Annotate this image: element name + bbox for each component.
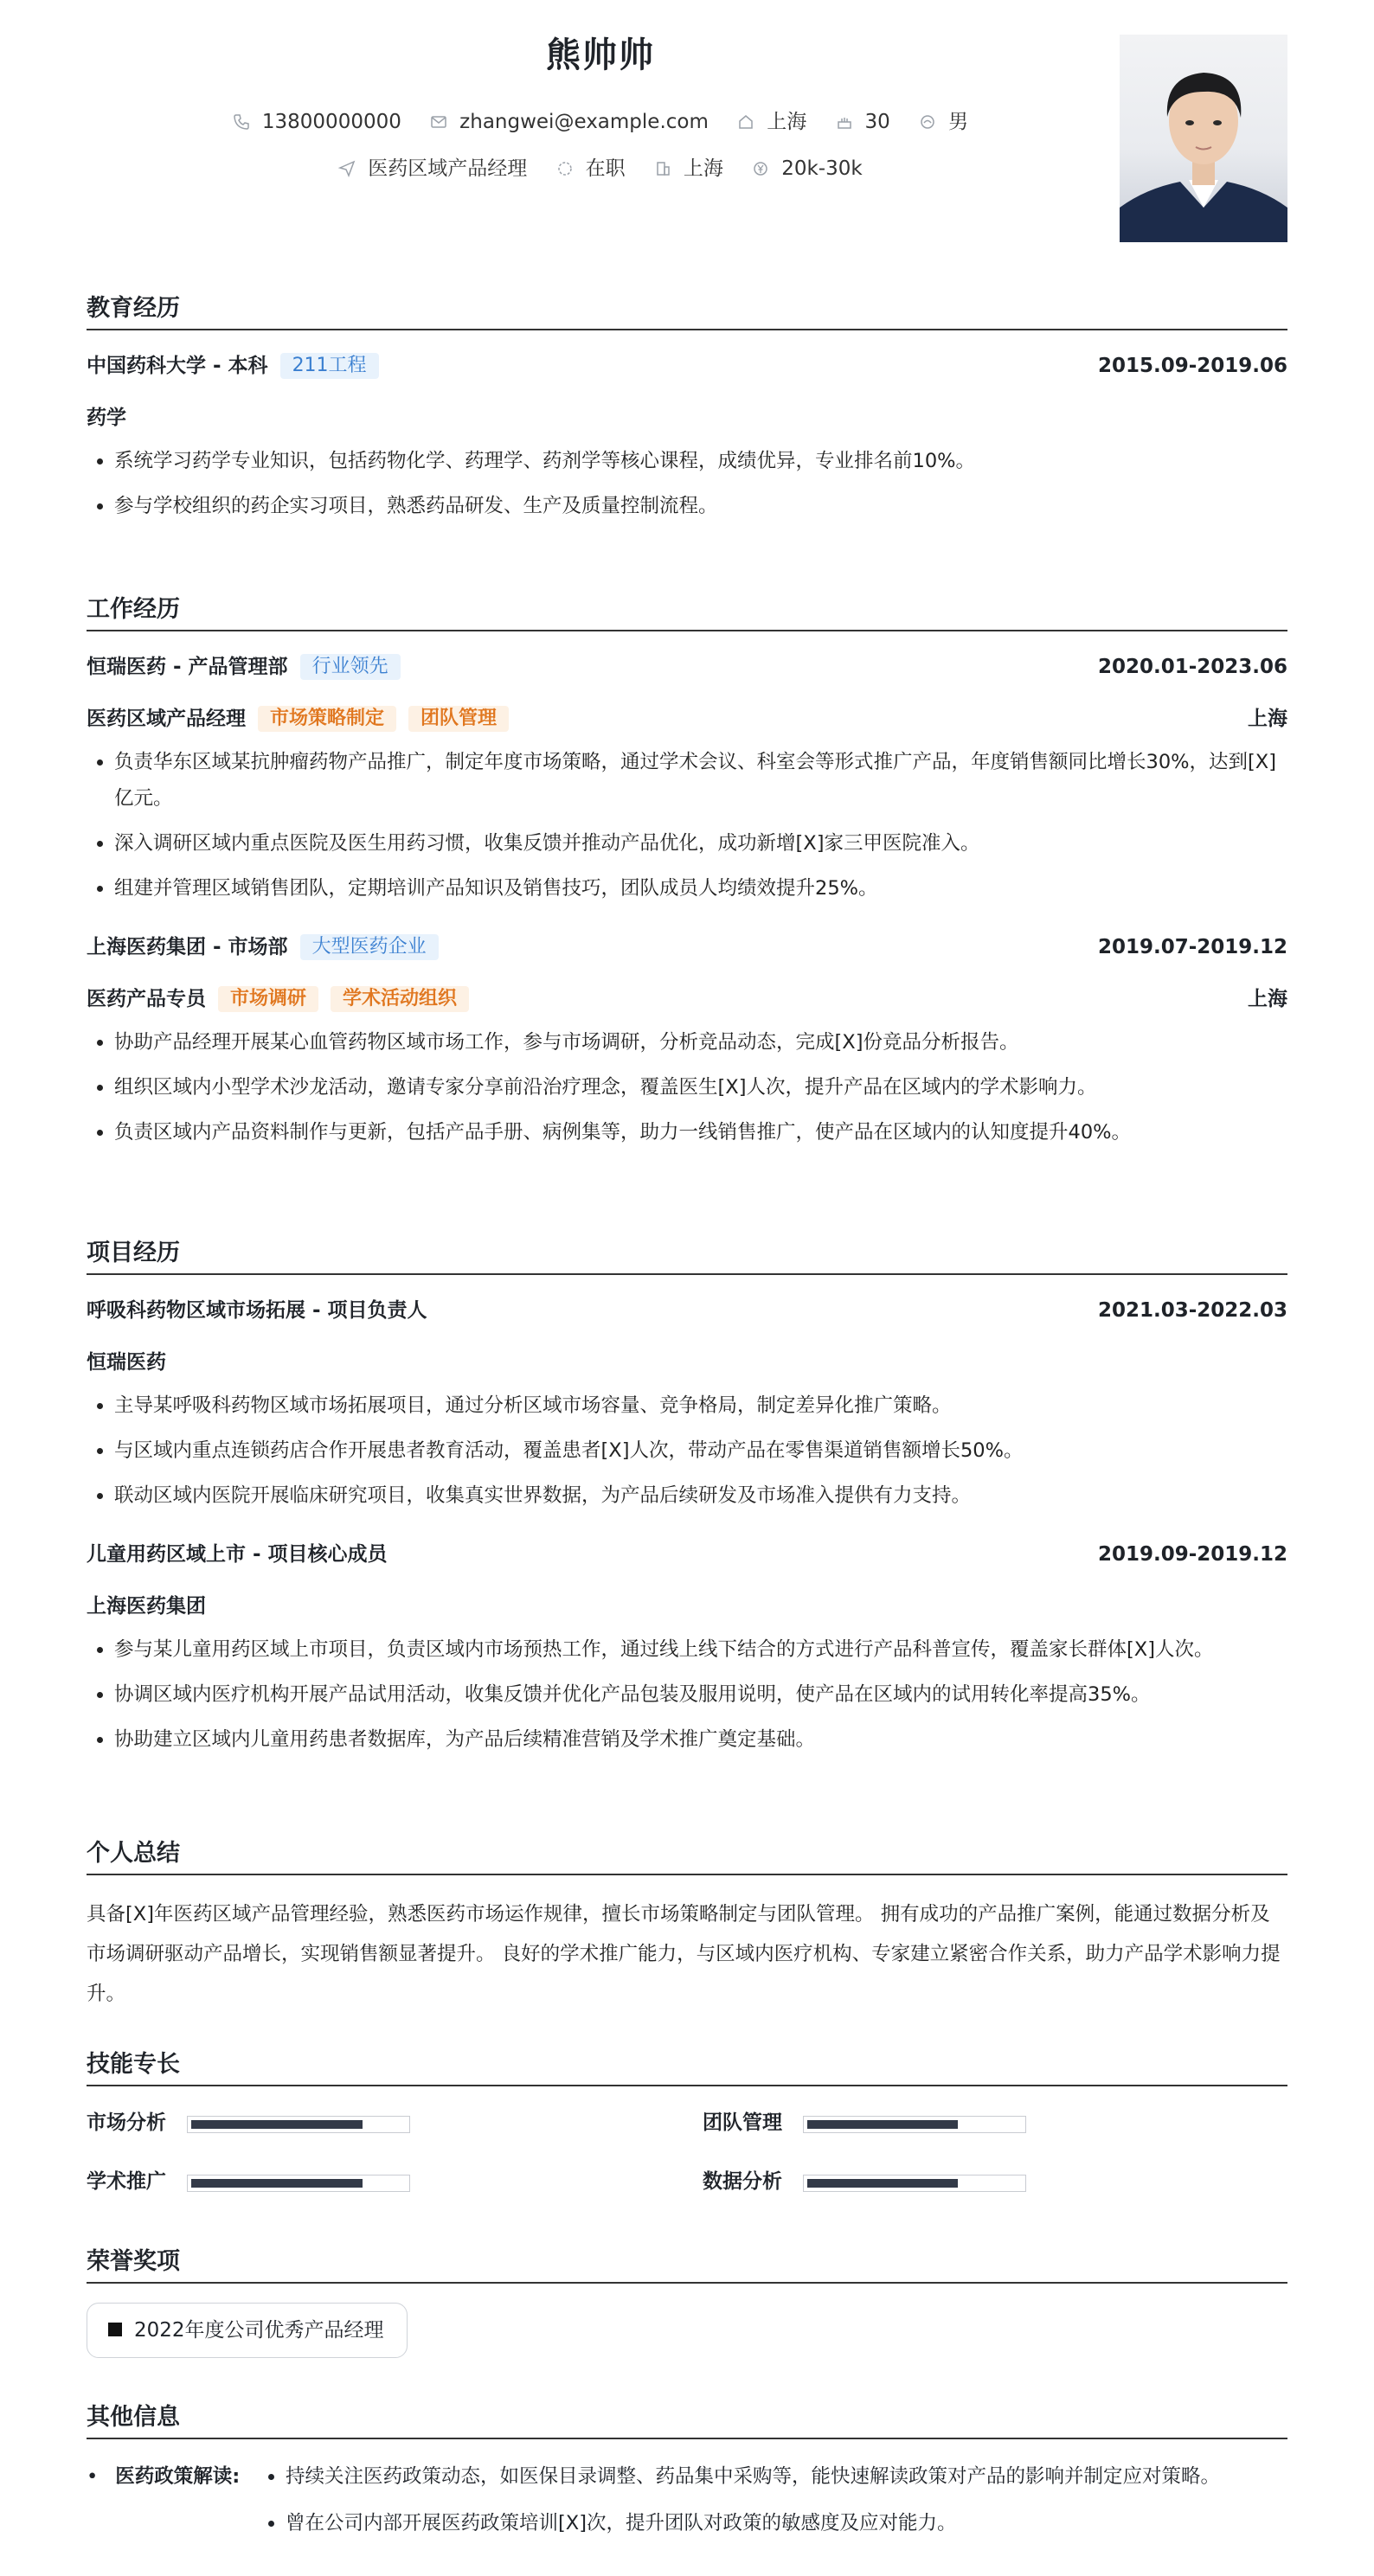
education-title: 教育经历 (87, 294, 1287, 330)
cake-icon (836, 113, 853, 131)
project-period: 2019.09-2019.12 (1097, 1543, 1287, 1566)
work-bullets (87, 744, 1287, 907)
school-tag: 211工程 (280, 353, 379, 379)
age-text: 30 (864, 111, 890, 133)
company-tag: 大型医药企业 (300, 934, 439, 960)
skill-name: 团队管理 (703, 2111, 782, 2134)
project-bullets (87, 1631, 1287, 1758)
work-city: 上海 (1248, 988, 1287, 1010)
status-icon (556, 160, 574, 177)
phone-icon (233, 113, 250, 131)
skill-name: 学术推广 (87, 2170, 166, 2193)
awards-title: 荣誉奖项 (87, 2247, 1287, 2284)
job-intent-row (87, 152, 1114, 181)
project-org: 上海医药集团 (87, 1595, 206, 1618)
status-item (556, 152, 626, 181)
work-period: 2019.07-2019.12 (1097, 936, 1287, 958)
skill-bar (187, 2175, 410, 2192)
list-item: • 负责华东区域某抗肿瘤药物产品推广，制定年度市场策略，通过学术会议、科室会等形式推广产品，年度销售额同比增长30%，达到[X]亿元。 (114, 744, 1287, 817)
school-name: 中国药科大学 - 本科 (87, 355, 268, 377)
contact-row (87, 106, 1114, 134)
major-name: 药学 (87, 407, 126, 429)
target-position-item (338, 152, 527, 181)
target-city-item (654, 152, 723, 181)
location-text: 上海 (767, 111, 807, 133)
skill-item (87, 2105, 166, 2140)
candidate-name: 熊帅帅 (546, 35, 655, 75)
list-item: • 主导某呼吸科药物区域市场拓展项目，通过分析区域市场容量、竞争格局，制定差异化推广策略。 (114, 1387, 1287, 1424)
building-icon (654, 160, 671, 177)
summary-text: 具备[X]年医药区域产品管理经验，熟悉医药市场运作规律，擅长市场策略制定与团队管理。 拥有成功的产品推广案例，能通过数据分析及市场调研驱动产品增长，实现销售额显著提升。 良好的学术推广能力，与区域内医疗机构、专家建立紧密合作关系，助力产品学术影响力提升。 (87, 1903, 1281, 2005)
skill-bar (187, 2116, 410, 2133)
other-section (87, 2403, 1287, 2552)
project-name: 儿童用药区域上市 - 项目核心成员 (87, 1543, 388, 1566)
work-company-row (87, 931, 1287, 964)
summary-title: 个人总结 (87, 1839, 1287, 1875)
list-item: • 与区域内重点连锁药店合作开展患者教育活动，覆盖患者[X]人次，带动产品在零售渠道销售额增长50%。 (114, 1432, 1287, 1469)
award-item (87, 2303, 408, 2358)
award-text: 2022年度公司优秀产品经理 (134, 2319, 384, 2342)
list-item: • 系统学习药学专业知识，包括药物化学、药理学、药剂学等核心课程，成绩优异，专业排名前10%。 (114, 443, 1287, 479)
target-city-text: 上海 (683, 157, 723, 180)
skill-bar-fill (807, 2120, 958, 2129)
list-item: • 深入调研区域内重点医院及医生用药习惯，收集反馈并推动产品优化，成功新增[X]家三甲医院准入。 (114, 825, 1287, 862)
list-item: • 持续关注医药政策动态，如医保目录调整、药品集中采购等，能快速解读政策对产品的影响并制定应对策略。 (286, 2458, 1287, 2495)
skill-bar-fill (191, 2179, 363, 2188)
list-item: • 组织区域内小型学术沙龙活动，邀请专家分享前沿治疗理念，覆盖医生[X]人次，提升产品在区域内的学术影响力。 (114, 1069, 1287, 1105)
phone-item (233, 111, 401, 133)
work-section (87, 595, 1287, 1159)
project-period: 2021.03-2022.03 (1097, 1299, 1287, 1322)
target-position-text: 医药区域产品经理 (368, 157, 528, 180)
company-tag: 行业领先 (300, 654, 401, 680)
status-text: 在职 (585, 157, 626, 180)
list-item: • 协助产品经理开展某心血管药物区域市场工作，参与市场调研，分析竞品动态，完成[X]份竞品分析报告。 (114, 1024, 1287, 1061)
skill-bar (803, 2116, 1026, 2133)
education-section (87, 294, 1287, 533)
projects-title: 项目经历 (87, 1239, 1287, 1275)
skills-grid (87, 2105, 1287, 2235)
project-entry (87, 1538, 1287, 1758)
list-item: • 参与学校组织的药企实习项目，熟悉药品研发、生产及质量控制流程。 (114, 488, 1287, 524)
work-bullets (87, 1024, 1287, 1150)
list-item: • 协助建立区域内儿童用药患者数据库，为产品后续精准营销及学术推广奠定基础。 (114, 1721, 1287, 1758)
list-item: • 联动区域内医院开展临床研究项目，收集真实世界数据，为产品后续研发及市场准入提供有力支持。 (114, 1477, 1287, 1514)
location-item (737, 106, 806, 134)
skill-tag: 团队管理 (408, 706, 509, 732)
skill-item (87, 2164, 166, 2199)
profile-photo (1120, 35, 1287, 242)
project-name-row (87, 1294, 1287, 1327)
work-entry (87, 650, 1287, 907)
email-address: zhangwei@example.com (459, 111, 709, 133)
gender-icon (919, 113, 936, 131)
work-company-row (87, 650, 1287, 683)
other-title: 其他信息 (87, 2403, 1287, 2439)
other-info (87, 2458, 1287, 2541)
other-bullets (87, 2458, 1287, 2541)
list-item: • 参与某儿童用药区域上市项目，负责区域内市场预热工作，通过线上线下结合的方式进行产品科普宣传，覆盖家长群体[X]人次。 (114, 1631, 1287, 1668)
project-org: 恒瑞医药 (87, 1351, 166, 1374)
other-label: • 医药政策解读: (87, 2458, 240, 2495)
education-period: 2015.09-2019.06 (1097, 355, 1287, 377)
list-item: • 曾在公司内部开展医药政策培训[X]次，提升团队对政策的敏感度及应对能力。 (286, 2505, 1287, 2541)
skills-section (87, 2050, 1287, 2235)
work-role-row (87, 702, 1287, 735)
work-period: 2020.01-2023.06 (1097, 656, 1287, 678)
awards-section (87, 2247, 1287, 2358)
square-bullet-icon (108, 2323, 122, 2336)
education-bullets (87, 443, 1287, 524)
gender-item (919, 106, 968, 134)
gender-text: 男 (948, 111, 969, 133)
skill-tag: 市场策略制定 (258, 706, 396, 732)
money-icon (752, 160, 769, 177)
role-name: 医药产品专员 (87, 988, 206, 1010)
skill-bar (803, 2175, 1026, 2192)
email-item (430, 111, 709, 133)
age-item (836, 111, 890, 133)
project-entry (87, 1294, 1287, 1514)
mail-icon (430, 113, 447, 131)
projects-section (87, 1239, 1287, 1766)
skills-title: 技能专长 (87, 2050, 1287, 2086)
phone-number: 13800000000 (261, 111, 401, 133)
project-name-row (87, 1538, 1287, 1571)
list-item: • 组建并管理区域销售团队，定期培训产品知识及销售技巧，团队成员人均绩效提升25%。 (114, 870, 1287, 907)
salary-item (752, 157, 862, 180)
skill-bar-fill (191, 2120, 363, 2129)
work-role-row (87, 983, 1287, 1016)
project-bullets (87, 1387, 1287, 1514)
company-name: 上海医药集团 - 市场部 (87, 936, 288, 958)
summary-section (87, 1839, 1287, 2014)
work-title: 工作经历 (87, 595, 1287, 631)
skill-name: 市场分析 (87, 2111, 166, 2134)
education-school-row (87, 349, 1287, 382)
skill-bar-fill (807, 2179, 958, 2188)
home-icon (737, 113, 754, 131)
list-item: • 协调区域内医疗机构开展产品试用活动，收集反馈并优化产品包装及服用说明，使产品在区域内的试用转化率提高35%。 (114, 1676, 1287, 1713)
skill-item (703, 2105, 782, 2140)
project-name: 呼吸科药物区域市场拓展 - 项目负责人 (87, 1299, 427, 1322)
resume-header (87, 26, 1287, 251)
send-icon (338, 160, 356, 177)
company-name: 恒瑞医药 - 产品管理部 (87, 656, 288, 678)
work-city: 上海 (1248, 708, 1287, 730)
skill-name: 数据分析 (703, 2170, 782, 2193)
salary-text: 20k-30k (781, 157, 863, 180)
skill-tag: 学术活动组织 (331, 986, 469, 1012)
role-name: 医药区域产品经理 (87, 708, 246, 730)
work-entry (87, 931, 1287, 1150)
skill-item (703, 2164, 782, 2199)
skill-tag: 市场调研 (218, 986, 318, 1012)
list-item: • 负责区域内产品资料制作与更新，包括产品手册、病例集等，助力一线销售推广，使产品在区域内的认知度提升40%。 (114, 1114, 1287, 1150)
